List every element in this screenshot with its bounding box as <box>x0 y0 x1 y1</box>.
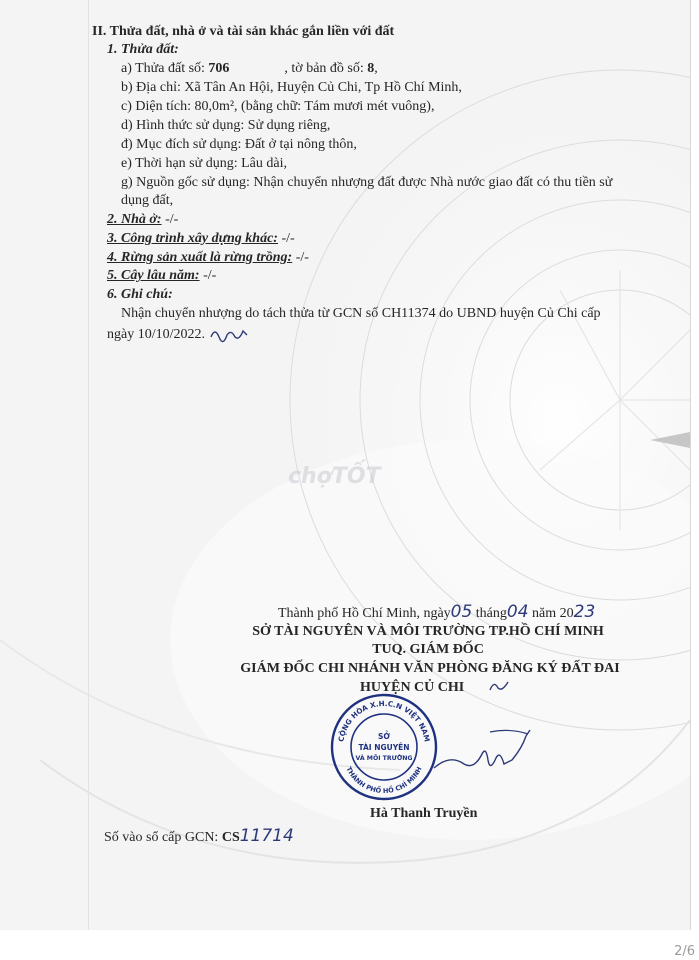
item-5-heading: 5. Cây lâu năm: <box>107 268 200 283</box>
item-3-heading: 3. Công trình xây dựng khác: <box>107 231 278 246</box>
director-title: GIÁM ĐỐC CHI NHÁNH VĂN PHÒNG ĐĂNG KÝ ĐẤT ĐAI <box>240 661 620 676</box>
item-4 <box>107 250 309 266</box>
margin-line <box>88 0 89 930</box>
note-date: ngày 10/10/2022. <box>107 327 205 343</box>
item-1-heading: 1. Thửa đất: <box>107 42 179 57</box>
page-indicator: 2/6 <box>674 944 695 959</box>
item-5 <box>107 268 216 284</box>
stamp-center-line-2: TÀI NGUYÊN <box>358 743 410 752</box>
issue-year-suffix: 23 <box>573 602 596 622</box>
usage-purpose-line: đ) Mục đích sử dụng: Đất ở tại nông thôn, <box>121 137 357 152</box>
section-heading: II. Thửa đất, nhà ở và tài sản khác gắn liền với đất <box>92 24 395 39</box>
map-sheet-number: 8 <box>367 61 375 76</box>
address-line: b) Địa chỉ: Xã Tân An Hội, Huyện Củ Chi, Tp Hồ Chí Minh, <box>121 80 462 95</box>
registry-prefix: CS <box>221 830 240 845</box>
usage-origin-line-1: g) Nguồn gốc sử dụng: Nhận chuyển nhượng đất được Nhà nước giao đất có thu tiền sử <box>121 175 613 190</box>
parcel-number: 706 <box>208 61 230 76</box>
map-sheet-label: , tờ bản đồ số: <box>284 61 364 76</box>
stamp-center-line-1: SỞ <box>378 732 390 741</box>
official-stamp <box>329 692 439 802</box>
item-4-heading: 4. Rừng sản xuất là rừng trồng: <box>107 250 293 265</box>
stamp-center-line-3: VÀ MÔI TRƯỜNG <box>355 755 413 762</box>
month-label: tháng <box>475 606 507 621</box>
registry-label: Số vào sổ cấp GCN: <box>104 830 219 845</box>
usage-term-line: e) Thời hạn sử dụng: Lâu dài, <box>121 156 287 171</box>
note-line-1: Nhận chuyển nhượng do tách thửa từ GCN số CH11374 do UBND huyện Củ Chi cấp <box>121 306 601 321</box>
paraph-mark <box>488 678 510 694</box>
stamp-bottom-text: THÀNH PHỐ HỒ CHÍ MINH <box>344 765 424 796</box>
issue-day: 05 <box>450 602 473 622</box>
issue-date-line <box>278 604 595 622</box>
issue-month: 04 <box>506 602 529 622</box>
on-behalf-title: TUQ. GIÁM ĐỐC <box>372 642 484 657</box>
item-4-value: -/- <box>292 250 309 265</box>
issue-place: Thành phố Hồ Chí Minh, ngày <box>278 606 451 621</box>
item-2-value: -/- <box>161 212 179 227</box>
initials-scribble <box>209 325 249 345</box>
registry-line <box>104 828 294 846</box>
district-name: HUYỆN CỦ CHI <box>360 680 465 695</box>
parcel-line: a) Thửa đất số: 706 , tờ bản đồ số: 8, <box>121 61 378 76</box>
item-3 <box>107 231 295 247</box>
registry-number: 11714 <box>239 826 294 846</box>
item-2-heading: 2. Nhà ở: <box>107 212 162 227</box>
viewer-background <box>0 930 699 960</box>
area-line: c) Diện tích: 80,0m², (bằng chữ: Tám mươi mét vuông), <box>121 99 435 114</box>
signature <box>430 724 540 784</box>
watermark: chợTỐT <box>288 464 381 489</box>
year-label: năm 20 <box>532 606 574 621</box>
item-2 <box>107 212 178 228</box>
stamp-ring-text: CỘNG HÒA X.H.C.N VIỆT NAM <box>336 698 432 743</box>
note-line-2 <box>107 325 249 345</box>
parcel-label: a) Thửa đất số: <box>121 61 205 76</box>
usage-origin-line-2: dụng đất, <box>121 193 174 208</box>
item-5-value: -/- <box>199 268 217 283</box>
usage-form-line: d) Hình thức sử dụng: Sử dụng riêng, <box>121 118 331 133</box>
signer-name: Hà Thanh Truyền <box>370 806 478 821</box>
department-name: SỞ TÀI NGUYÊN VÀ MÔI TRƯỜNG TP.HỒ CHÍ MINH <box>252 624 604 639</box>
item-3-value: -/- <box>277 231 295 246</box>
item-6-heading: 6. Ghi chú: <box>107 287 173 302</box>
